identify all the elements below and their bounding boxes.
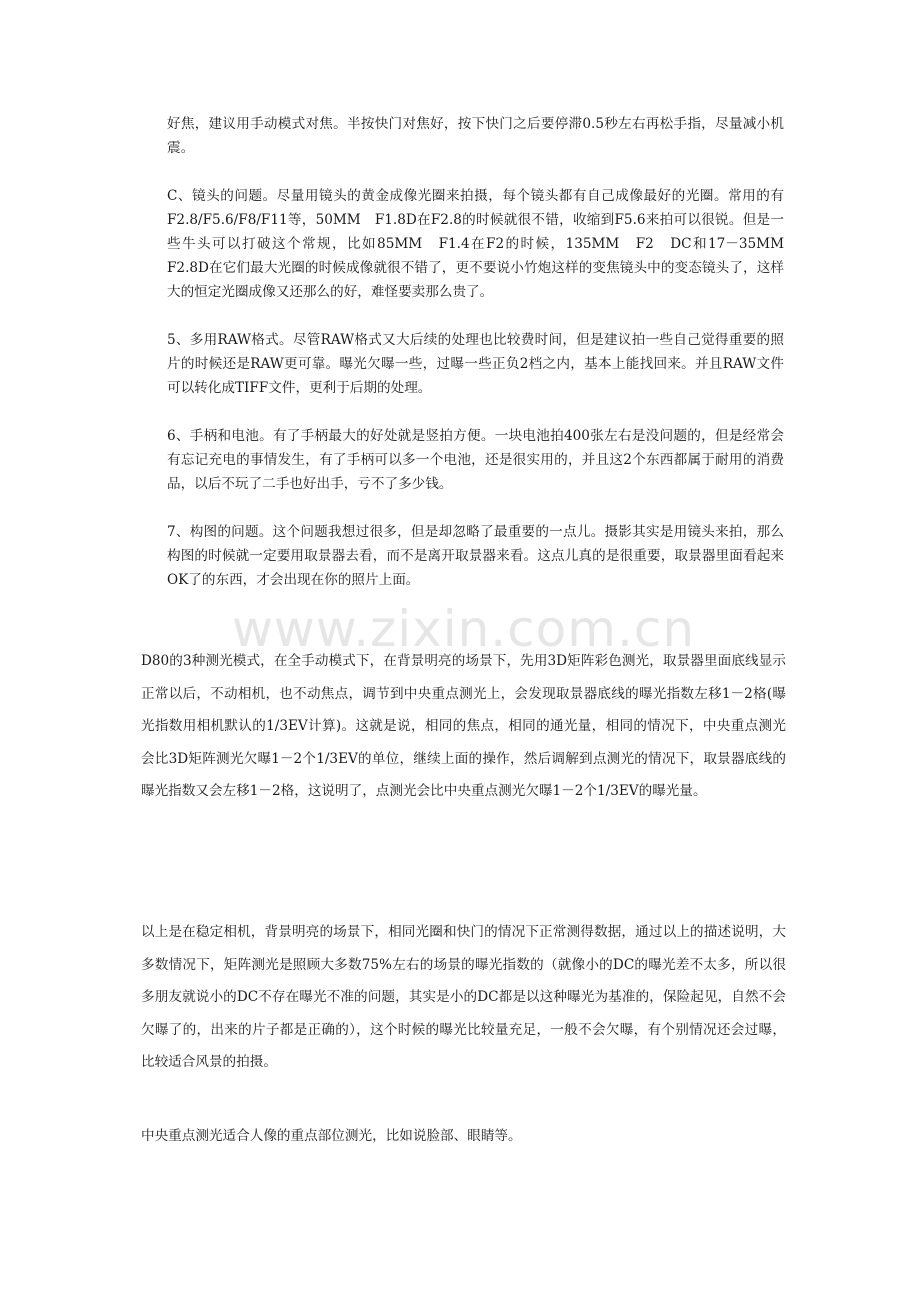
tip-raw-format: 5、多用RAW格式。尽管RAW格式又大后续的处理也比较费时间，但是建议拍一些自己觉得重要的照片的时候还是RAW更可靠。曝光欠曝一些，过曝一些正负2档之内，基本上能找回来。并且RAW文件可以转化成TIFF文件，更利于后期的处理。 bbox=[167, 332, 784, 396]
watermark-text: www.zixin.com.cn bbox=[232, 600, 696, 658]
metering-paragraph-2: 以上是在稳定相机，背景明亮的场景下，相同光圈和快门的情况下正常测得数据，通过以上的描述说明，大多数情况下，矩阵测光是照顾大多数75%左右的场景的曝光指数的（就像小的DC的曝光差不太多，所以很多朋友就说小的DC不存在曝光不准的问题，其实是小的DC都是以这种曝光为基准的，保险起见，自然不会欠曝了的，出来的片子都是正确的），这个时候的曝光比较量充足，一般不会欠曝，有个别情况还会过曝，比较适合风景的拍摄。 bbox=[141, 924, 786, 1070]
tip-lens: C、镜头的问题。尽量用镜头的黄金成像光圈来拍摄，每个镜头都有自己成像最好的光圈。常用的有F2.8/F5.6/F8/F11等，50MM F1.8D在F2.8的时候就很不错，收缩到F5.6来拍可以很锐。但是一些牛头可以打破这个常规，比如85MM F1.4在F2的时候，135MM F2 DC和17－35MM F2.8D在它们最大光圈的时候成像就很不错了，更不要说小竹炮这样的变焦镜头中的变态镜头了，这样大的恒定光圈成像又还那么的好，难怪要卖那么贵了。 bbox=[167, 188, 798, 300]
tip-focus-continued: 好焦，建议用手动模式对焦。半按快门对焦好，按下快门之后要停滞0.5秒左右再松手指，尽量减小机震。 bbox=[167, 116, 784, 156]
tip-composition: 7、构图的问题。这个问题我想过很多，但是却忽略了最重要的一点儿。摄影其实是用镜头来拍，那么构图的时候就一定要用取景器去看，而不是离开取景器来看。这点儿真的是很重要，取景器里面看起来OK了的东西，才会出现在你的照片上面。 bbox=[167, 524, 784, 588]
metering-paragraph-1: D80的3种测光模式，在全手动模式下，在背景明亮的场景下，先用3D矩阵彩色测光，取景器里面底线显示正常以后，不动相机，也不动焦点，调节到中央重点测光上，会发现取景器底线的曝光指数左移1－2格(曝光指数用相机默认的1/3EV计算)。这就是说，相同的焦点，相同的通光量，相同的情况下，中央重点测光会比3D矩阵测光欠曝1－2个1/3EV的单位，继续上面的操作，然后调解到点测光的情况下，取景器底线的曝光指数又会左移1－2格，这说明了，点测光会比中央重点测光欠曝1－2个1/3EV的曝光量。 bbox=[141, 653, 786, 799]
tip-grip-battery: 6、手柄和电池。有了手柄最大的好处就是竖拍方便。一块电池拍400张左右是没问题的，但是经常会有忘记充电的事情发生，有了手柄可以多一个电池，还是很实用的，并且这2个东西都属于耐用的消费品，以后不玩了二手也好出手，亏不了多少钱。 bbox=[167, 428, 784, 492]
metering-paragraph-3: 中央重点测光适合人像的重点部位测光，比如说脸部、眼睛等。 bbox=[141, 1128, 522, 1144]
